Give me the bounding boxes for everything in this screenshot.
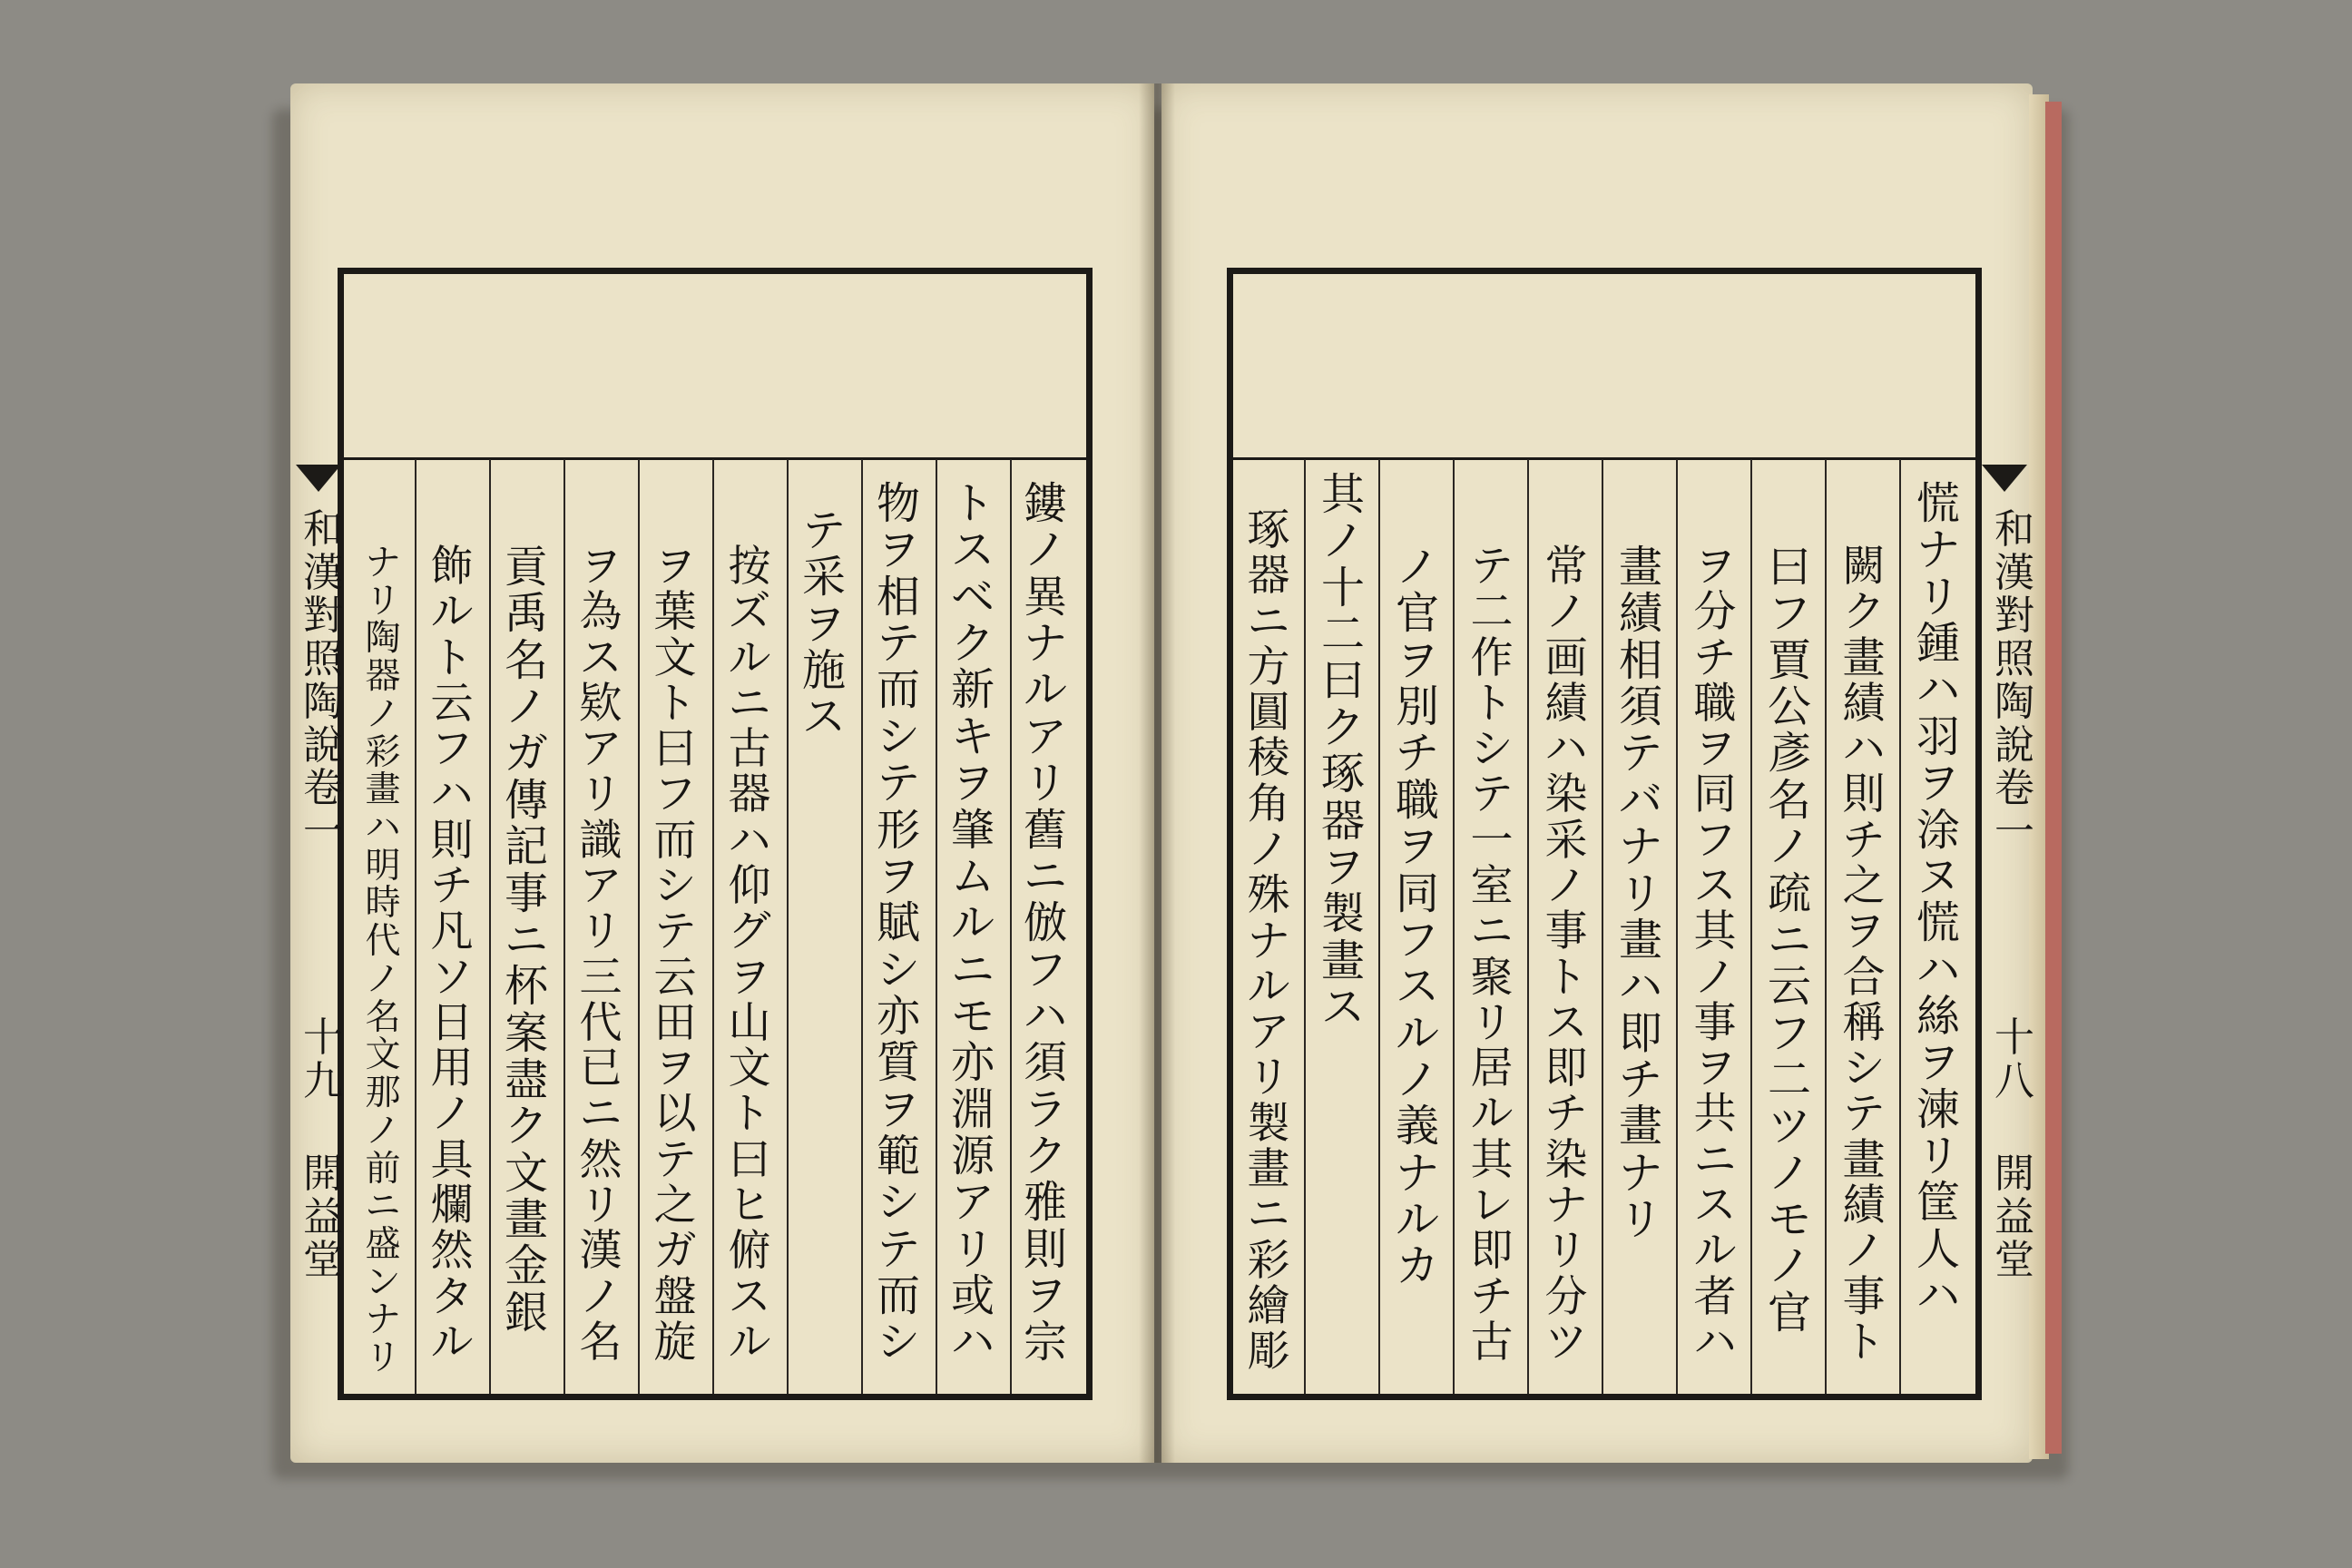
left-margin-page-number: 十 九 [303,1014,343,1104]
column-rule [1304,459,1306,1394]
right-column-8: ノ 官 ヲ 別 チ 職 ヲ 同 フ ス ル ノ 義 ナ ル カ [1395,542,1439,1292]
right-column-7: テ 二 作 ト シ テ 一 室 ニ 聚 リ 居 ル 其 レ 即 チ 古 [1470,542,1514,1367]
column-rule [1010,459,1012,1394]
left-column-6: ヲ 葉 文 ト 曰 フ 而 シ テ 云 田 ヲ 以 テ 之 ガ 盤 旋 [653,542,697,1367]
left-column-10: ナ リ 陶 器 ノ 彩 畫 ハ 明 時 代 ノ 名 文 那 ノ 前 ニ 盛 ン ナ リ [365,543,401,1379]
left-column-1: 鏤 ノ 異 ナ ル ア リ 舊 ニ 倣 フ ハ 須 ラ ク 雅 則 ヲ 宗 [1023,478,1067,1368]
column-rule [787,459,789,1394]
right-column-4: ヲ 分 チ 職 ヲ 同 フ ス 其 ノ 事 ヲ 共 ニ ス ル 者 ハ [1693,542,1737,1367]
left-margin-publisher: 開 益 堂 [303,1151,343,1284]
right-margin-publisher: 開 益 堂 [1994,1151,2034,1284]
left-column-8: 貢 禹 名 ノ ガ 傳 記 事 ニ 杯 案 盡 ク 文 畫 金 銀 [504,542,548,1338]
fish-tail-mark [1982,465,2027,501]
column-rule [1676,459,1678,1394]
right-column-10: 琢 器 ニ 方 圓 稜 角 ノ 殊 ナ ル ア リ 製 畫 ニ 彩 繪 彫 [1247,505,1290,1377]
column-rule [1899,459,1901,1394]
column-rule [936,459,937,1394]
fish-tail-mark [296,465,341,501]
book-gutter [1139,83,1175,1463]
left-column-4: テ 采 ヲ 施 ス [801,505,846,743]
right-column-5: 畫 績 相 須 テ バ ナ リ 畫 ハ 即 チ 畫 ナ リ [1618,542,1662,1246]
left-column-7: ヲ 為 ス 欵 ア リ 識 ア リ 三 代 已 ニ 然 リ 漢 ノ 名 [579,542,622,1367]
right-margin-page-number: 十 八 [1994,1014,2034,1104]
right-column-3: 曰 フ 賈 公 彥 名 ノ 疏 ニ 云 フ 二 ツ ノ モ ノ 官 [1767,542,1811,1338]
column-rule [638,459,640,1394]
column-rule [1453,459,1455,1394]
left-column-3: 物 ヲ 相 テ 而 シ テ 形 ヲ 賦 シ 亦 質 ヲ 範 シ テ 而 シ [876,478,920,1368]
right-column-1: 慌 ナ リ 鍾 ハ 羽 ヲ 涂 ヌ 慌 ハ 絲 ヲ 湅 リ 筐 人 ハ [1916,478,1960,1322]
column-rule [1602,459,1603,1394]
right-column-6: 常 ノ 画 績 ハ 染 采 ノ 事 ト ス 即 チ 染 ナ リ 分 ツ [1544,542,1588,1367]
column-rule [489,459,491,1394]
left-column-5: 按 ズ ル ニ 古 器 ハ 仰 グ ヲ 山 文 ト 曰 ヒ 俯 ス ル [728,542,771,1367]
column-rule [1750,459,1752,1394]
column-rule [1527,459,1529,1394]
left-header-rule [341,457,1089,460]
column-rule [861,459,863,1394]
left-margin-title: 和 漢 對 照 陶 說 卷 一 [303,506,343,855]
column-rule [564,459,565,1394]
column-rule [415,459,416,1394]
left-column-9: 飾 ル ト 云 フ ハ 則 チ 凡 ソ 日 用 ノ 具 爛 然 タ ル [430,542,474,1367]
cover-edge [2045,102,2062,1454]
column-rule [712,459,714,1394]
right-header-rule [1230,457,1978,460]
right-column-2: 闕 ク 畫 績 ハ 則 チ 之 ヲ 合 稱 シ テ 畫 績 ノ 事 ト [1842,542,1886,1367]
right-margin-title: 和 漢 對 照 陶 說 卷 一 [1994,506,2034,855]
left-column-2: ト ス ベ ク 新 キ ヲ 肇 ム ル ニ モ 亦 淵 源 ア リ 或 ハ [950,478,995,1368]
right-column-9: 其 ノ 十 二 曰 ク 琢 器 ヲ 製 畫 ス [1320,469,1365,1033]
column-rule [1825,459,1827,1394]
column-rule [1378,459,1380,1394]
